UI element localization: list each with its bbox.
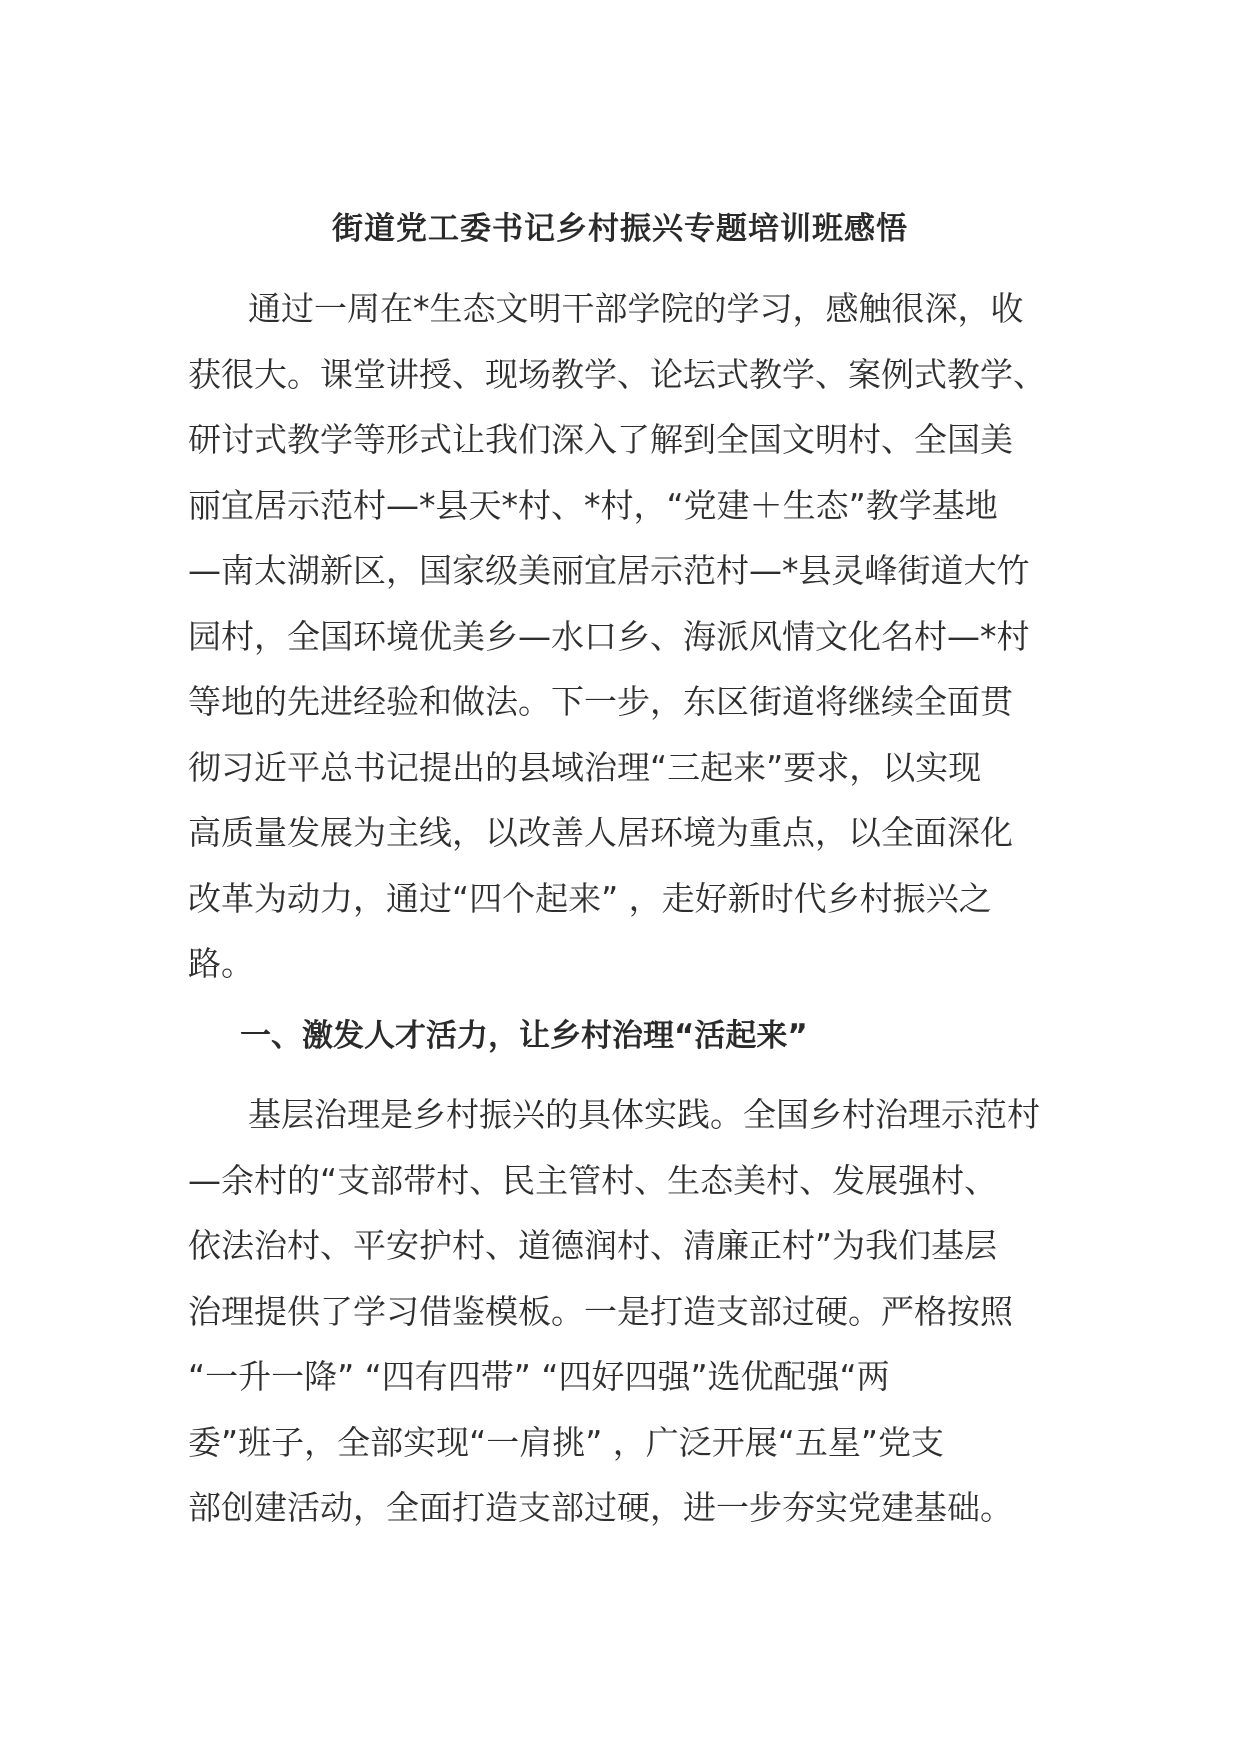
text-line: 高质量发展为主线，以改善人居环境为重点，以全面深化 <box>188 813 1013 852</box>
text-line: 治理提供了学习借鉴模板。一是打造支部过硬。严格按照 <box>188 1291 1013 1331</box>
text-line: 依法治村、平安护村、道德润村、清廉正村”为我们基层 <box>188 1226 998 1265</box>
text-line: “一升一降” “四有四带” “四好四强”选优配强“两 <box>188 1357 890 1396</box>
text-line: 改革为动力，通过“四个起来” ，走好新时代乡村振兴之 <box>188 878 992 918</box>
text-line: 彻习近平总书记提出的县域治理“三起来”要求，以实现 <box>188 747 982 787</box>
page-title: 街道党工委书记乡村振兴专题培训班感悟 <box>332 211 908 247</box>
text-line: 基层治理是乡村振兴的具体实践。全国乡村治理示范村 <box>248 1095 1040 1134</box>
text-line: 获很大。课堂讲授、现场教学、论坛式教学、案例式教学、 <box>188 354 1046 394</box>
text-line: 通过一周在*生态文明干部学院的学习，感触很深，收 <box>248 289 1024 328</box>
intro-paragraph <box>188 276 1068 997</box>
text-line: 路。 <box>188 944 254 983</box>
text-line: 委”班子，全部实现“一肩挑” ，广泛开展“五星”党支 <box>188 1422 944 1462</box>
text-line: 研讨式教学等形式让我们深入了解到全国文明村、全国美 <box>188 420 1013 459</box>
text-line: —南太湖新区，国家级美丽宜居示范村—*县灵峰街道大竹 <box>188 551 1030 590</box>
text-line: —余村的“支部带村、民主管村、生态美村、发展强村、 <box>188 1160 998 1200</box>
text-line: 等地的先进经验和做法。下一步，东区街道将继续全面贯 <box>188 682 1013 721</box>
text-line: 部创建活动，全面打造支部过硬，进一步夯实党建基础。 <box>188 1488 1013 1527</box>
section-heading: 一、激发人才活力，让乡村治理“活起来” <box>240 1018 808 1054</box>
text-line: 园村，全国环境优美乡—水口乡、海派风情文化名村—*村 <box>188 616 1030 656</box>
text-line: 丽宜居示范村—*县天*村、*村，“党建＋生态”教学基地 <box>188 485 998 525</box>
section-paragraph <box>188 1082 1068 1541</box>
